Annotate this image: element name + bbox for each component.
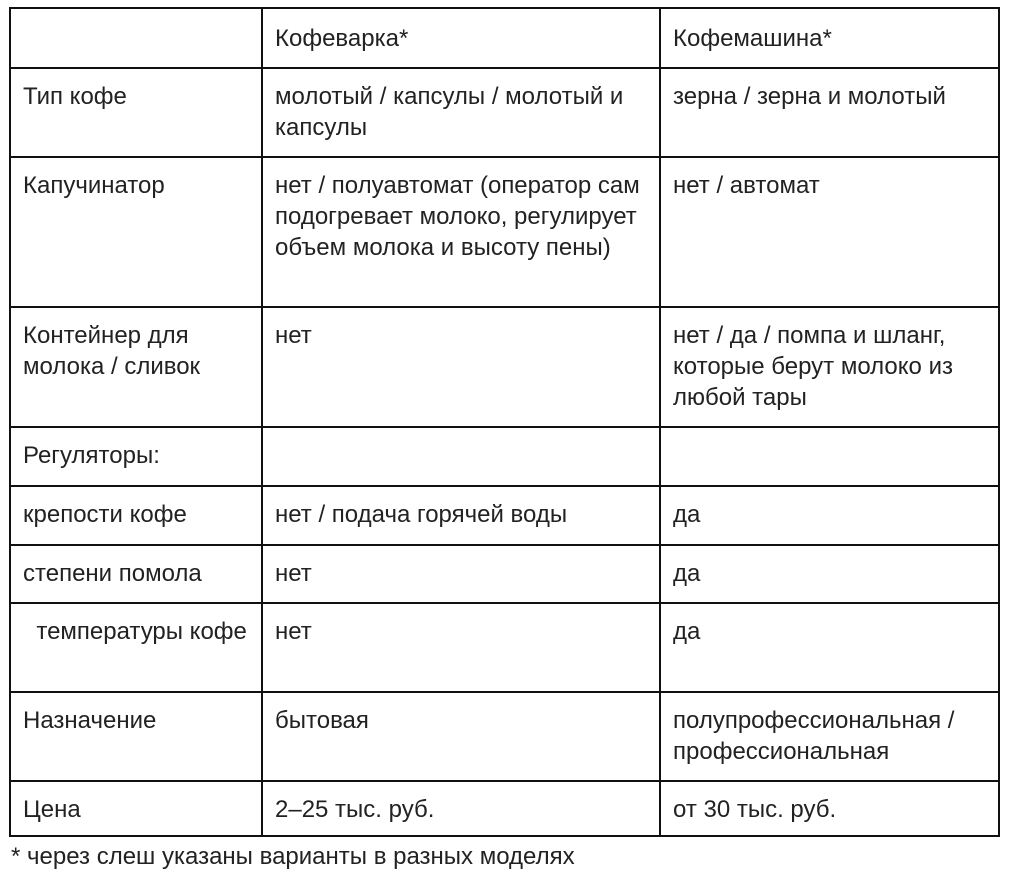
- table-header-row: [10, 8, 999, 68]
- table-row: [10, 692, 999, 781]
- coffee-maker-cell: 2–25 тыс. руб.: [262, 781, 660, 836]
- row-label: Контейнер для молока / сливок: [10, 307, 262, 427]
- row-label: степени помола: [10, 545, 262, 603]
- coffee-maker-cell: нет: [262, 545, 660, 603]
- table-row: [10, 603, 999, 692]
- table-row: [10, 781, 999, 836]
- coffee-machine-cell: полупрофессиональная / профессиональная: [660, 692, 999, 781]
- row-label: Регуляторы:: [10, 427, 262, 486]
- coffee-machine-cell: да: [660, 603, 999, 692]
- coffee-maker-cell: нет: [262, 603, 660, 692]
- coffee-maker-cell: молотый / капсулы / молотый и капсулы: [262, 68, 660, 157]
- row-label: Тип кофе: [10, 68, 262, 157]
- table-row: [10, 427, 999, 486]
- table-row: [10, 157, 999, 307]
- coffee-machine-cell: нет / да / помпа и шланг, которые берут молоко из любой тары: [660, 307, 999, 427]
- coffee-maker-cell: [262, 427, 660, 486]
- table-row: [10, 545, 999, 603]
- header-cell-coffee-machine: Кофемашина*: [660, 8, 999, 68]
- row-label: крепости кофе: [10, 486, 262, 545]
- row-label-text: температуры кофе: [36, 618, 247, 645]
- coffee-machine-cell: зерна / зерна и молотый: [660, 68, 999, 157]
- comparison-table: [9, 7, 1000, 837]
- table-row: [10, 486, 999, 545]
- coffee-machine-cell: нет / автомат: [660, 157, 999, 307]
- coffee-machine-cell: да: [660, 545, 999, 603]
- coffee-maker-cell: нет / полуавтомат (оператор сам подогревает молоко, регулирует объем молока и высоту пены): [262, 157, 660, 307]
- coffee-machine-cell: от 30 тыс. руб.: [660, 781, 999, 836]
- header-cell-coffee-maker: Кофеварка*: [262, 8, 660, 68]
- row-label: Капучинатор: [10, 157, 262, 307]
- coffee-machine-cell: да: [660, 486, 999, 545]
- coffee-maker-cell: нет: [262, 307, 660, 427]
- row-label: [10, 603, 262, 692]
- row-label: Цена: [10, 781, 262, 836]
- coffee-machine-cell: [660, 427, 999, 486]
- coffee-maker-cell: бытовая: [262, 692, 660, 781]
- table-row: [10, 307, 999, 427]
- row-label: Назначение: [10, 692, 262, 781]
- footnote: * через слеш указаны варианты в разных моделях: [11, 843, 575, 870]
- header-cell-empty: [10, 8, 262, 68]
- coffee-maker-cell: нет / подача горячей воды: [262, 486, 660, 545]
- table-row: [10, 68, 999, 157]
